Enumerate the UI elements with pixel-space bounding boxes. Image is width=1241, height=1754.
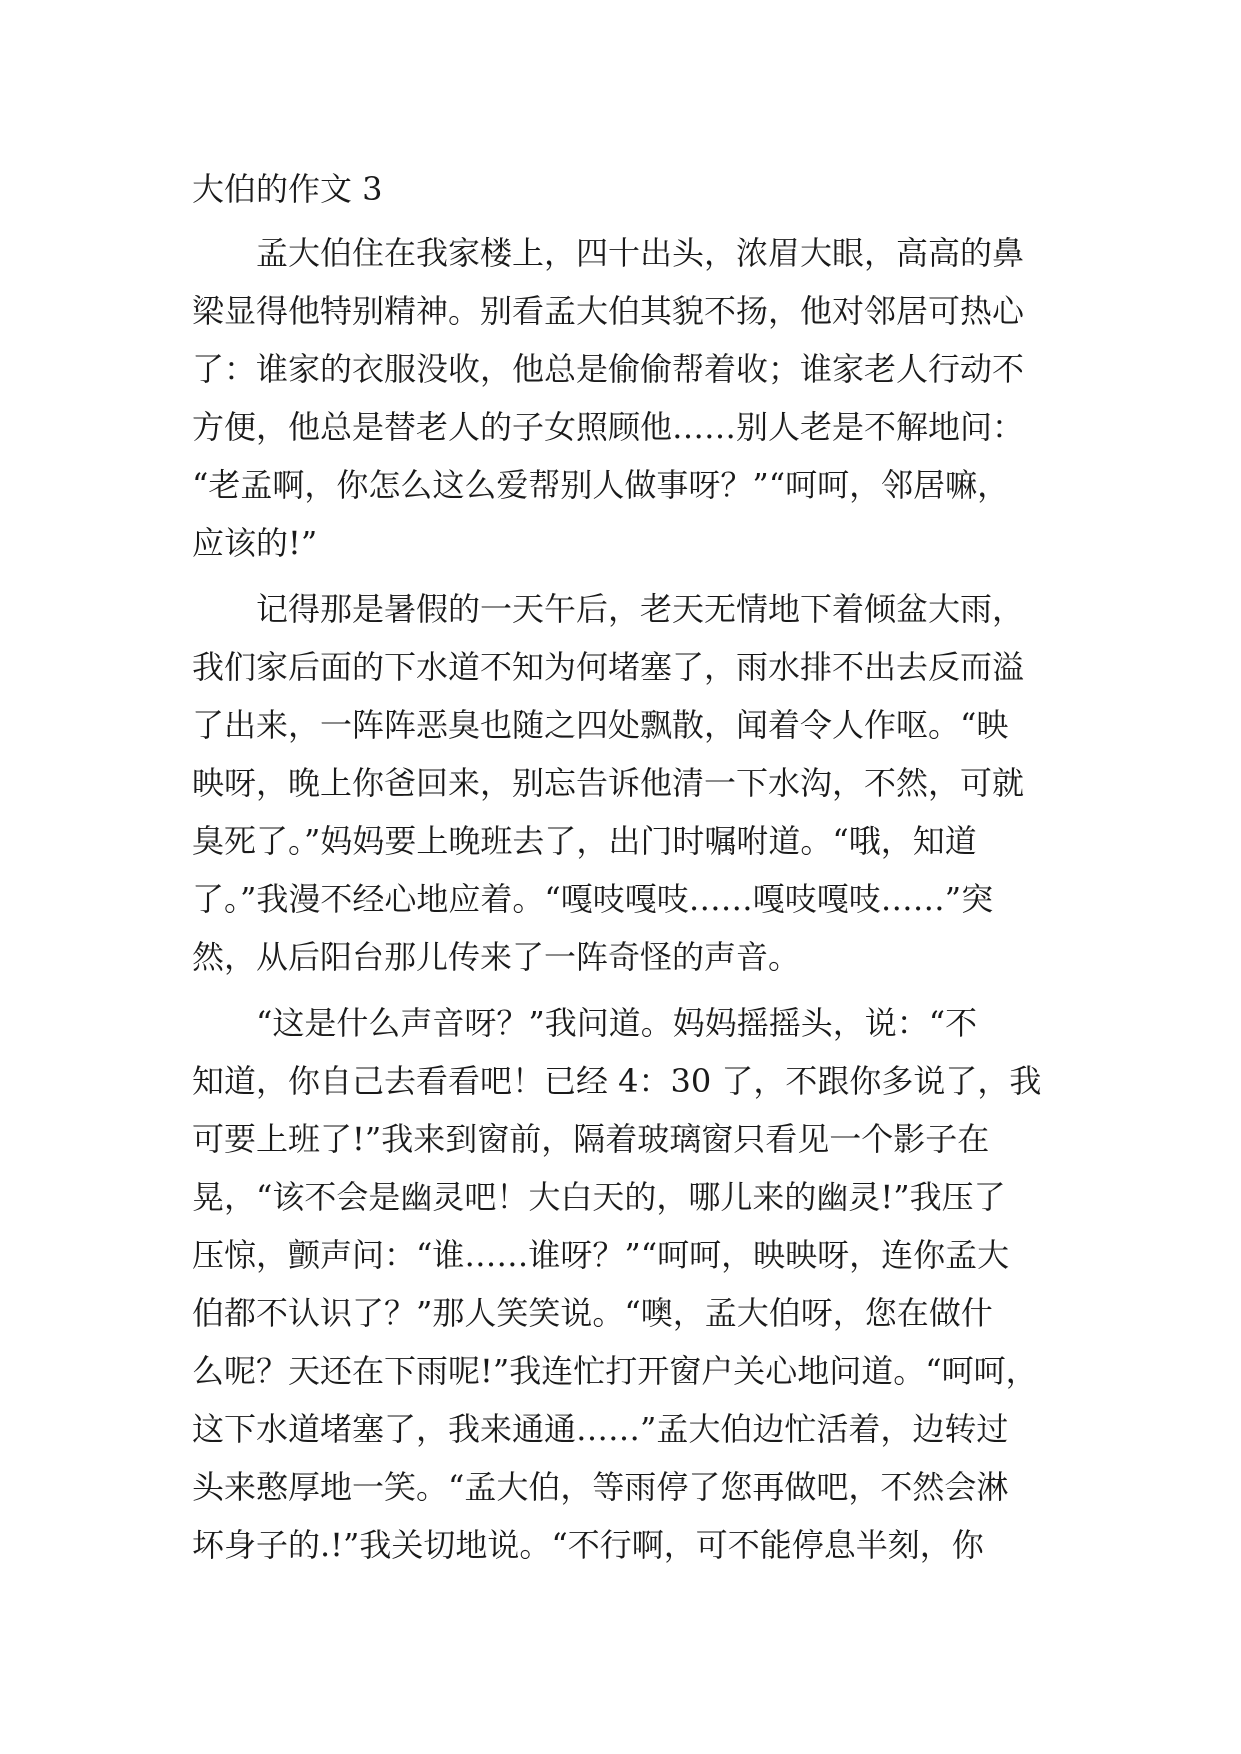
text-line: 头来憨厚地一笑。“孟大伯，等雨停了您再做吧，不然会淋 xyxy=(192,1468,1009,1506)
text-line: 晃，“该不会是幽灵吧！大白天的，哪儿来的幽灵!”我压了 xyxy=(192,1178,1006,1216)
text-line: 方便，他总是替老人的子女照顾他……别人老是不解地问： xyxy=(192,408,1025,446)
text-line: 映呀，晚上你爸回来，别忘告诉他清一下水沟，不然，可就 xyxy=(192,764,1025,802)
document-title: 大伯的作文 3 xyxy=(192,170,383,208)
paragraph xyxy=(192,580,1072,986)
paragraph-gap xyxy=(192,986,1072,994)
text-line: 梁显得他特别精神。别看孟大伯其貌不扬，他对邻居可热心 xyxy=(192,292,1025,330)
text-line: 了：谁家的衣服没收，他总是偷偷帮着收；谁家老人行动不 xyxy=(192,350,1025,388)
paragraph-gap xyxy=(192,572,1072,580)
text-line: 然，从后阳台那儿传来了一阵奇怪的声音。 xyxy=(192,938,801,976)
text-line: 知道，你自己去看看吧！已经 4：30 了，不跟你多说了，我 xyxy=(192,1062,1042,1100)
text-line: 坏身子的.!”我关切地说。“不行啊，可不能停息半刻，你 xyxy=(192,1526,984,1564)
text-line: 伯都不认识了？”那人笑笑说。“噢，孟大伯呀，您在做什 xyxy=(192,1294,993,1332)
text-line: “老孟啊，你怎么这么爱帮别人做事呀？”“呵呵，邻居嘛， xyxy=(192,466,1010,504)
text-line: 这下水道堵塞了，我来通通……”孟大伯边忙活着，边转过 xyxy=(192,1410,1009,1448)
paragraph xyxy=(192,224,1072,572)
document-body xyxy=(192,160,1072,1574)
text-line: 孟大伯住在我家楼上，四十出头，浓眉大眼，高高的鼻 xyxy=(256,234,1025,272)
text-line: 可要上班了!”我来到窗前，隔着玻璃窗只看见一个影子在 xyxy=(192,1120,990,1158)
text-line: 记得那是暑假的一天午后，老天无情地下着倾盆大雨， xyxy=(256,590,1025,628)
text-line: 了。”我漫不经心地应着。“嘎吱嘎吱……嘎吱嘎吱……”突 xyxy=(192,880,994,918)
text-line: 臭死了。”妈妈要上晚班去了，出门时嘱咐道。“哦，知道 xyxy=(192,822,977,860)
paragraph xyxy=(192,994,1072,1574)
text-line: 应该的!” xyxy=(192,524,318,562)
text-line: 了出来，一阵阵恶臭也随之四处飘散，闻着令人作呕。“映 xyxy=(192,706,1009,744)
text-line: 我们家后面的下水道不知为何堵塞了，雨水排不出去反而溢 xyxy=(192,648,1025,686)
text-line: “这是什么声音呀？”我问道。妈妈摇摇头，说：“不 xyxy=(256,1004,978,1042)
text-line: 压惊，颤声问：“谁……谁呀？”“呵呵，映映呀，连你孟大 xyxy=(192,1236,1010,1274)
text-line: 么呢？天还在下雨呢!”我连忙打开窗户关心地问道。“呵呵， xyxy=(192,1352,1038,1390)
